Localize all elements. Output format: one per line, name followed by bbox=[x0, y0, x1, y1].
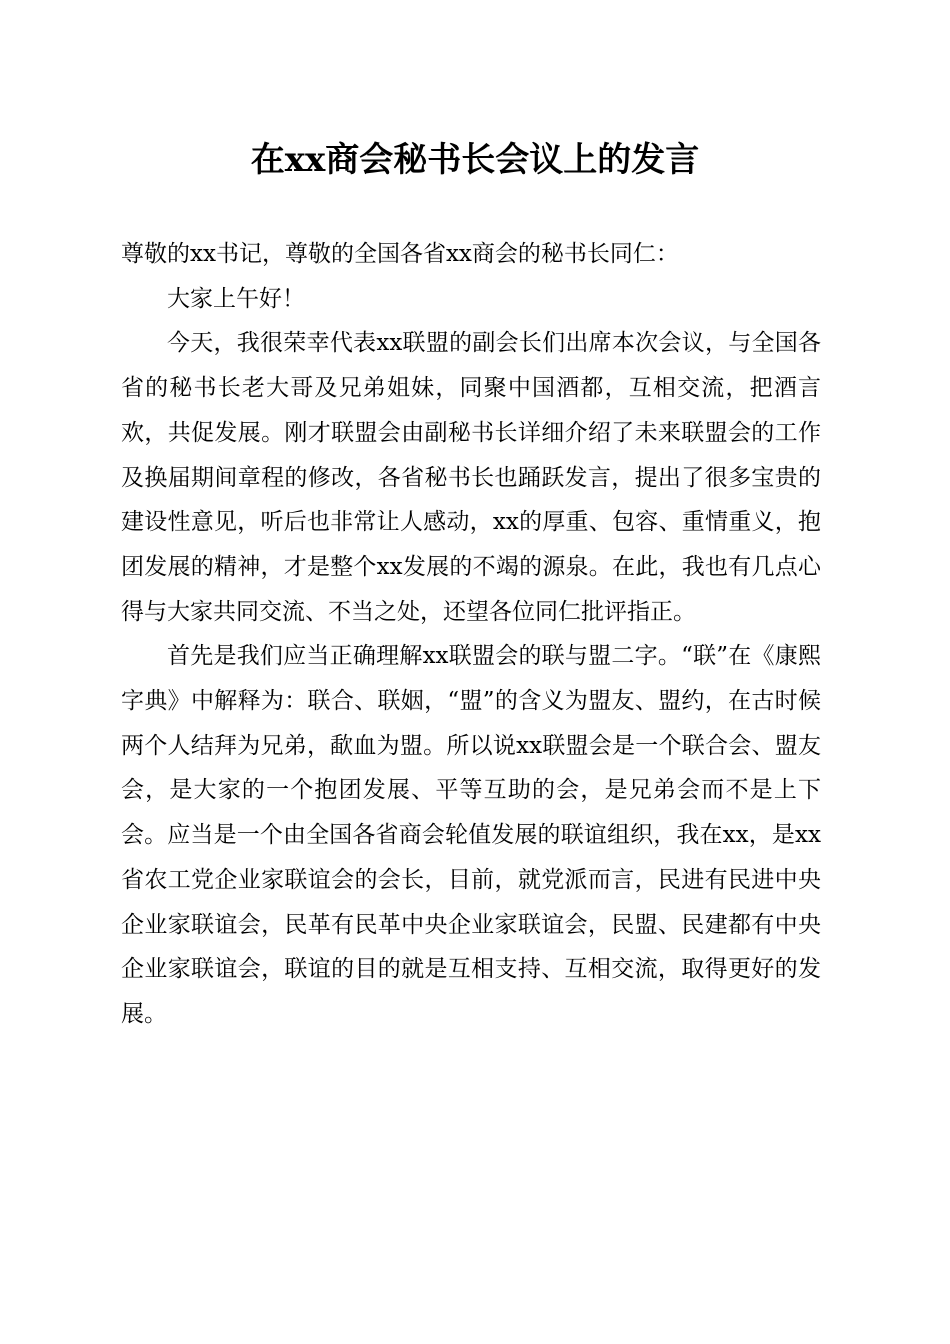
document-body bbox=[121, 232, 821, 1037]
body-paragraph: 首先是我们应当正确理解xx联盟会的联与盟二字。“联”在《康熙字典》中解释为：联合、联姻，“盟”的含义为盟友、盟约，在古时候两个人结拜为兄弟，歃血为盟。所以说xx联盟会是一个联合会、盟友会，是大家的一个抱团发展、平等互助的会，是兄弟会而不是上下会。应当是一个由全国各省商会轮值发展的联谊组织，我在xx，是xx省农工党企业家联谊会的会长，目前，就党派而言，民进有民进中央企业家联谊会，民革有民革中央企业家联谊会，民盟、民建都有中央企业家联谊会，联谊的目的就是互相支持、互相交流，取得更好的发展。 bbox=[121, 643, 821, 1027]
salutation-paragraph: 尊敬的xx书记，尊敬的全国各省xx商会的秘书长同仁： bbox=[121, 241, 679, 267]
body-paragraph: 今天，我很荣幸代表xx联盟的副会长们出席本次会议，与全国各省的秘书长老大哥及兄弟姐妹，同聚中国酒都，互相交流，把酒言欢，共促发展。刚才联盟会由副秘书长详细介绍了未来联盟会的工作及换届期间章程的修改，各省秘书长也踊跃发言，提出了很多宝贵的建设性意见，听后也非常让人感动，xx的厚重、包容、重情重义，抱团发展的精神，才是整个xx发展的不竭的源泉。在此，我也有几点心得与大家共同交流、不当之处，还望各位同仁批评指正。 bbox=[121, 330, 821, 625]
greeting-paragraph: 大家上午好！ bbox=[167, 285, 305, 312]
document-title: 在xx商会秘书长会议上的发言 bbox=[250, 140, 700, 180]
